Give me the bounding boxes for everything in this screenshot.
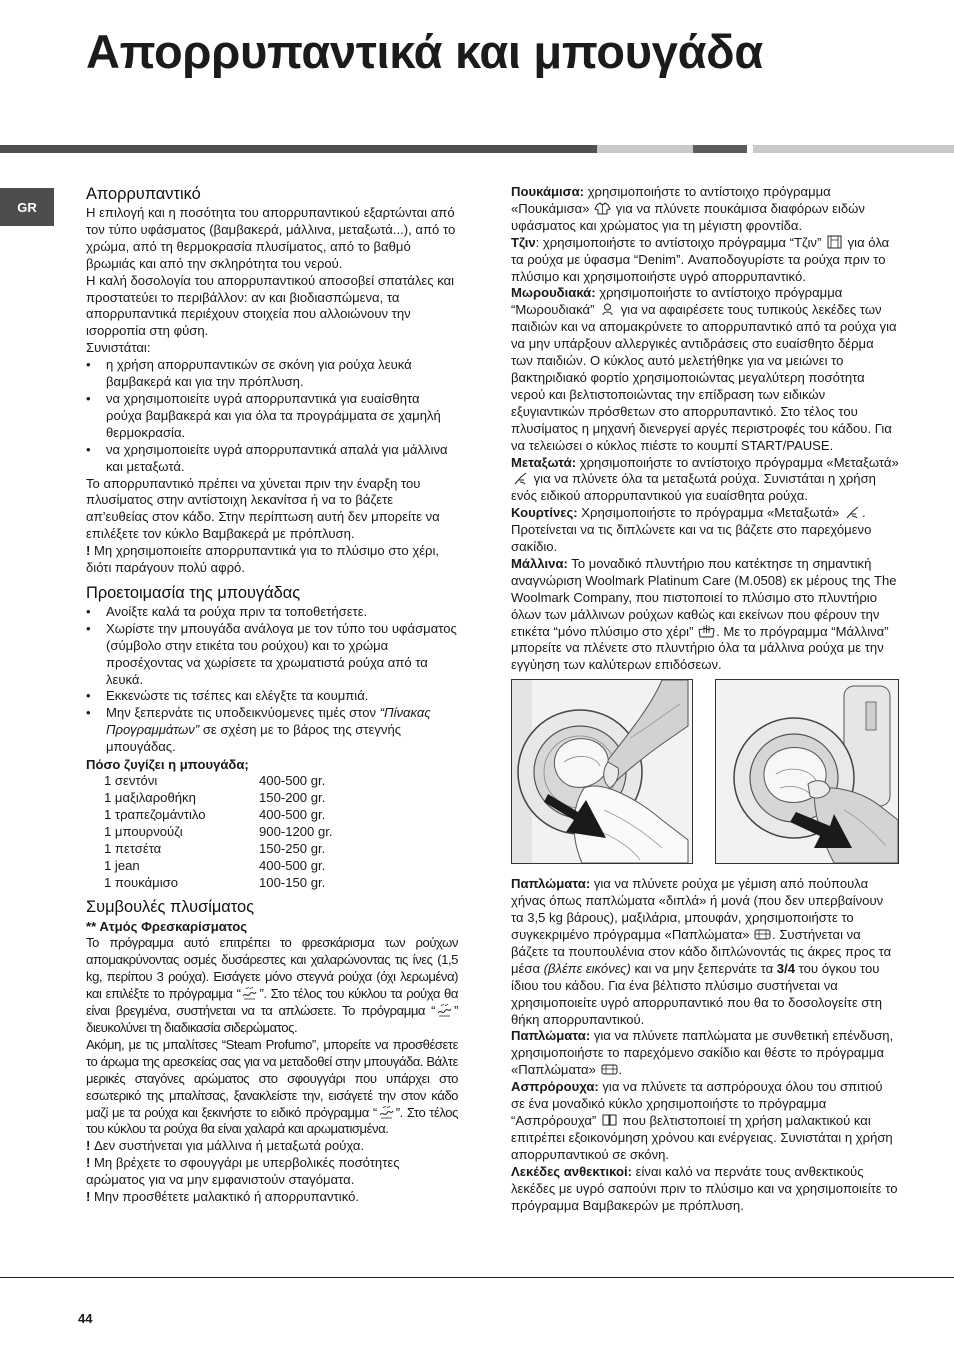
text-run: του όγκου του ίδιου του κάδου. Για ένα βέλτιστο πλύσιμο συστήνεται να χρησιμοποιείτε υγρό απορρυπαντικό που θα το δοσολογείτε στη θήκη απορρυπαντικού. <box>511 960 882 1027</box>
text-run: για όλα τα ρούχα με ύφασμα “Denim”. Αναποδογυρίστε τα ρούχα πριν το πλύσιμο και χρησιμοποιήστε υγρό απορρυπαντικό. <box>511 234 890 284</box>
text-run: : χρησιμοποιήστε το αντίστοιχο πρόγραμμα “Τζιν” <box>535 234 825 250</box>
text-run: για να πλύνετε τα ασπρόρουχα όλου του σπιτιού σε ένα μοναδικό κύκλο χρησιμοποιήστε το πρόγραμμα “Ασπρόρουχα” <box>511 1079 883 1128</box>
text-run: Μη χρησιμοποιείτε απορρυπαντικά για το πλύσιμο στο χέρι, διότι παράγουν πολύ αφρό. <box>86 543 440 576</box>
table-cell-weight: 150-250 gr. <box>259 840 326 856</box>
paragraph <box>86 340 458 357</box>
paragraph-whites <box>511 1079 899 1164</box>
table-cell-item: 1 σεντόνι <box>104 773 158 789</box>
text-run: για να πλύνετε όλα τα μεταξωτά ρούχα. Συνιστάται η χρήση ενός ειδικού απορρυπαντικού για ευαίσθητα ρούχα. <box>511 471 876 504</box>
section-heading-preparation: Προετοιμασία της μπουγάδας <box>86 583 301 602</box>
table-cell-item: 1 τραπεζομάντιλο <box>104 806 206 822</box>
text-run: χρησιμοποιήστε το αντίστοιχο πρόγραμμα «Πουκάμισα» <box>511 184 831 216</box>
text-run: Ακόμη, με τις μπαλίτσες “Steam Profumo”, μπορείτε να προσθέσετε το άρωμα της αρεσκείας σας για να μεταδοθεί στην μπουγάδα. Βάλτε μερικές σταγόνες αρώματος στο σφουγγάρι που υπάρχει στο εσωτερικό της μπαλίτσας, ξανακλείστε την, εισάγετέ την στον κάδο μαζί με τα ρούχα και ξεκινήστε το ειδικό πρόγραμμα “ <box>86 1036 458 1120</box>
bold-text: Τζιν <box>511 234 536 250</box>
table-cell-item: 1 μαξιλαροθήκη <box>104 790 196 805</box>
list-item <box>86 705 458 756</box>
text-run: ”. Στο τέλος του κύκλου τα ρούχα θα είναι χαλαρά και αρωματισμένα. <box>86 1104 458 1137</box>
paragraph-jeans <box>511 235 899 286</box>
language-tab: GR <box>0 188 54 226</box>
baby-icon <box>599 302 616 316</box>
text-run: για να αφαιρέσετε τους τυπικούς λεκέδες των παιδιών και να απομακρύνετε το απορρυπαντικό από τα ρούχα για να μην υπάρξουν αλλεργικές αντιδράσεις στο ευαίσθητο δέρμα των παιδιών. Ο κύκλος αυτό μελετήθηκε για να μειώνει το βακτηριδιακό φορτίο χρησιμοποιώντας μεγαλύτερη ποσότητα νερού και βελτιστοποιώντας την επίδραση των ειδικών εξυγιαντικών πρόσθετων στο απορρυπαντικό. Στο τέλος του πλυσίματος η μηχανή διενεργεί αργές περιστροφές του κάδου. Για να τελειώσει ο κύκλος πιέστε το κουμπί START/PAUSE. <box>511 302 897 453</box>
subheading-steam-refresh: ** Ατμός Φρεσκαρίσματος <box>86 919 248 935</box>
silk-icon <box>844 505 861 519</box>
silk-icon <box>512 471 529 485</box>
jeans-icon <box>826 235 843 249</box>
text-run: Εκκενώστε τις τσέπες και ελέγξτε τα κουμπιά. <box>106 688 369 704</box>
section-heading-washing-tips: Συμβουλές πλυσίματος <box>86 898 255 917</box>
text-run: Μην ξεπερνάτε τις υποδεικνύομενες τιμές στον <box>106 705 380 721</box>
table-row <box>104 824 333 841</box>
text-run: Μη βρέχετε το σφουγγάρι με υπερβολικές ποσότητες αρώματος για να μην εμφανιστούν σταγόματα. <box>86 1155 400 1188</box>
table-cell-item: 1 jean <box>104 857 140 873</box>
table-cell-weight: 150-200 gr. <box>259 790 326 805</box>
warning-note <box>86 1155 458 1189</box>
text-run: σε σχέση με το βάρος της στεγνής μπουγάδας. <box>106 722 402 755</box>
bold-text: Μάλλινα: <box>511 555 568 571</box>
text-run: για να πλύνετε ρούχα με γέμιση από πούπουλα χήνας όπως παπλώματα «διπλά» ή μονά (που δεν υπερβαίνουν τα 3,5 kg βάρους), μαξιλάρια, μπουφάν, χρησιμοποιήστε το συγκεκριμένο πρόγραμμα «Παπλώματα» <box>511 876 884 942</box>
text-run: Το πρόγραμμα αυτό επιτρέπει το φρεσκάρισμα των ρούχων απομακρύνοντας οσμές δυσάρεστες και χαλαρώνοντας τις ίνες (1,5 kg, περίπου 3 ρούχα). Εισάγετε μόνο στεγνά ρούχα (όχι λερωμένα) και επιλέξτε το πρόγραμμα “ <box>86 935 458 1002</box>
table-row <box>104 790 333 807</box>
paragraph-stubborn-stains <box>511 1164 899 1215</box>
table-row <box>104 875 333 892</box>
bold-text: Μεταξωτά: <box>511 454 577 470</box>
paragraph-curtains <box>511 505 899 556</box>
bold-text: Ασπρόρουχα: <box>511 1079 599 1095</box>
header-band-light <box>597 145 693 153</box>
text-run: είναι καλό να περνάτε τους ανθεκτικούς λεκέδες με υγρό σαπούνι πριν το πλύσιμο και να χρησιμοποιείτε το πρόγραμμα Βαμβακερών με πρόπλυση. <box>511 1163 898 1213</box>
text-run: για να πλύνετε πουκάμισα διαφόρων ειδών υφάσματος και χρώματος για τη μέγιστη φροντίδα. <box>511 200 865 233</box>
text-run: Χρησιμοποιήστε το πρόγραμμα «Μεταξωτά» <box>577 505 843 521</box>
paragraph-baby <box>511 285 899 454</box>
list-item <box>86 604 458 621</box>
paragraph-silk <box>511 455 899 506</box>
bold-text: ! <box>86 1138 94 1154</box>
illustration-row <box>511 679 899 864</box>
paragraph-synthetic-duvets <box>511 1028 899 1079</box>
bold-text: 3/4 <box>776 960 795 976</box>
text-run: χρησιμοποιήστε το αντίστοιχο πρόγραμμα «Μεταξωτά» <box>576 454 899 470</box>
detergent-bullet-list <box>86 357 458 475</box>
weight-table-title: Πόσο ζυγίζει η μπουγάδα; <box>86 757 249 773</box>
table-cell-item: 1 πουκάμισο <box>104 874 178 890</box>
footer-rule <box>0 1277 954 1278</box>
warning-note <box>86 543 458 577</box>
bold-text: Λεκέδες ανθεκτικοί: <box>511 1163 633 1179</box>
page-number: 44 <box>78 1311 93 1326</box>
text-run: ”. Στο τέλος του κύκλου τα ρούχα θα είναι βρεγμένα, συστήνεται να τα απλώσετε. Το πρόγραμμα “ <box>86 986 458 1019</box>
text-run: για να πλύνετε παπλώματα με συνθετική επένδυση, χρησιμοποιήστε το παρεχόμενο σακίδιο και θέστε το πρόγραμμα «Παπλώματα» <box>511 1028 894 1078</box>
table-cell-item: 1 μπουρνούζι <box>104 823 183 839</box>
text-run: . Συστήνεται να βάζετε τα πουπουλένια στον κάδο διπλώνοντάς τις άκρες προς τα μέσα <box>511 927 892 976</box>
paragraph-duvets <box>511 876 899 1028</box>
steam-icon <box>241 986 258 1000</box>
text-run: . <box>618 1062 623 1078</box>
steam-icon <box>378 1105 395 1119</box>
header-band-dark <box>693 145 747 153</box>
warning-note <box>86 1138 458 1155</box>
section-heading-detergent: Απορρυπαντικό <box>86 185 201 203</box>
left-column <box>86 184 458 1206</box>
bold-text: Κουρτίνες: <box>511 505 578 521</box>
duvet-icon <box>601 1062 618 1076</box>
italic-text: “Πίνακας Προγραμμάτων” <box>106 705 431 738</box>
shirt-icon <box>594 201 611 215</box>
italic-text: (βλέπε εικόνες) <box>543 960 631 976</box>
whites-icon <box>601 1113 618 1127</box>
bold-text: ! <box>86 1155 94 1171</box>
text-run: Η καλή δοσολογία του απορρυπαντικού αποσοβεί σπατάλες και προστατεύει το περιβάλλον: αν και βιοδιασπώμενα, τα απορρυπαντικά περιέχουν στοιχεία που αλλοιώνουν την ισορροπία στη φύση. <box>86 272 455 339</box>
paragraph <box>86 205 458 273</box>
table-cell-weight: 400-500 gr. <box>259 857 326 873</box>
table-cell-weight: 100-150 gr. <box>259 874 326 890</box>
text-run: ” διευκολύνει τη διαδικασία σιδερώματος. <box>86 1003 458 1035</box>
table-row <box>104 773 333 790</box>
steam-icon <box>436 1003 453 1017</box>
text-run: που βελτιστοποιεί τη χρήση μαλακτικού και επιτρέπει εξοικονόμηση χρόνου και ενέργειας. Συνιστάται η χρήση απορρυπαντικού σε σκόνη. <box>511 1112 893 1162</box>
bold-text: ! <box>86 1189 94 1205</box>
paragraph-wool <box>511 556 899 674</box>
page-title: Απορρυπαντικά και μπουγάδα <box>86 25 763 78</box>
preparation-bullet-list <box>86 604 458 756</box>
paragraph <box>86 273 458 341</box>
text-run: Χωρίστε την μπουγάδα ανάλογα με τον τύπο του υφάσματος (σύμβολο στην ετικέτα του ρούχου) και το χρώμα προσέχοντας να χωρίσετε τα χρωματιστά ρούχα από τα λευκά. <box>106 620 457 687</box>
paragraph-shirts <box>511 184 899 235</box>
list-item: • η χρήση απορρυπαντικών σε σκόνη για ρούχα λευκά βαμβακερά και για την πρόπλυση. <box>86 357 458 391</box>
duvet-loading-illustration-1 <box>511 679 693 864</box>
list-item: • να χρησιμοποιείτε υγρά απορρυπαντικά για ευαίσθητα ρούχα βαμβακερά και για όλα τα προγράμματα σε χαμηλή θερμοκρασία. <box>86 391 458 442</box>
table-row <box>104 841 333 858</box>
right-column <box>511 184 899 1214</box>
table-cell-weight: 900-1200 gr. <box>259 823 333 839</box>
bold-text: Παπλώματα: <box>511 1028 591 1044</box>
text-run: . Προτείνεται να τις διπλώνετε και να τις βάζετε στο παρεχόμενο σακίδιο. <box>511 505 872 555</box>
duvet-loading-illustration-2 <box>715 679 899 864</box>
text-run: Η επιλογή και η ποσότητα του απορρυπαντικού εξαρτώνται από τον τύπο υφάσματος (βαμβακερά, μάλλινα, μεταξωτά...), από το χρώμα, από τη θερμοκρασία πλυσίματος, από το βαθμό βρωμιάς και από την σκληρότητα του νερού. <box>86 205 456 271</box>
duvet-icon <box>754 927 771 941</box>
table-cell-item: 1 πετσέτα <box>104 840 162 856</box>
text-run: Δεν συστήνεται για μάλλινα ή μεταξωτά ρούχα. <box>94 1138 365 1154</box>
paragraph <box>86 1037 458 1138</box>
bold-text: Παπλώματα: <box>511 876 591 892</box>
paragraph <box>86 476 458 544</box>
list-item: • να χρησιμοποιείτε υγρά απορρυπαντικά απαλά για μάλλινα και μεταξωτά. <box>86 442 458 476</box>
text-run: Μην προσθέτετε μαλακτικό ή απορρυπαντικό. <box>94 1189 359 1205</box>
warning-note <box>86 1189 458 1206</box>
text-run: Συνιστάται: <box>86 340 151 356</box>
table-row <box>104 807 333 824</box>
bold-text: ! <box>86 543 94 559</box>
text-run: Το μοναδικό πλυντήριο που κατέκτησε τη σημαντική αναγνώριση Woolmark Platinum Care (M.0508) εκ μέρους της The Woolmark Company, που πιστοποιεί το πλύσιμο στο πλυντήριο όλων των μάλλινων ρούχων καθώς και εκείνων που φέρουν την ετικέτα “μόνο πλύσιμο στο χέρι” <box>511 555 897 639</box>
list-item <box>86 688 458 705</box>
weight-table <box>104 773 333 891</box>
handwash-icon <box>698 624 715 638</box>
header-band-light <box>753 145 954 153</box>
table-cell-weight: 400-500 gr. <box>259 773 326 789</box>
list-item <box>86 621 458 689</box>
text-run: και να μην ξεπερνάτε τα <box>630 960 777 976</box>
header-band-dark <box>0 145 597 153</box>
paragraph <box>86 935 458 1036</box>
text-run: Ανοίξτε καλά τα ρούχα πριν τα τοποθετήσετε. <box>106 603 368 619</box>
bold-text: Πουκάμισα: <box>511 184 585 199</box>
text-run: . Με το πρόγραμμα “Μάλλινα” μπορείτε να πλένετε στο πλυντήριο όλα τα μάλλινα ρούχα με την εγγύηση των καλύτερων επιδόσεων. <box>511 623 889 673</box>
table-cell-weight: 400-500 gr. <box>259 806 326 822</box>
text-run: Το απορρυπαντικό πρέπει να χύνεται πριν την έναρξη του πλυσίματος στην αντίστοιχη λεκανίτσα ή να το βάζετε απ’ευθείας στον κάδο. Στην περίπτωση αυτή δεν μπορείτε να επιλέξετε τον κύκλο Βαμβακερά με πρόπλυση. <box>86 475 440 542</box>
bold-text: Μωρουδιακά: <box>511 285 596 301</box>
table-row <box>104 858 333 875</box>
text-run: χρησιμοποιήστε το αντίστοιχο πρόγραμμα “Μωρουδιακά” <box>511 285 843 318</box>
